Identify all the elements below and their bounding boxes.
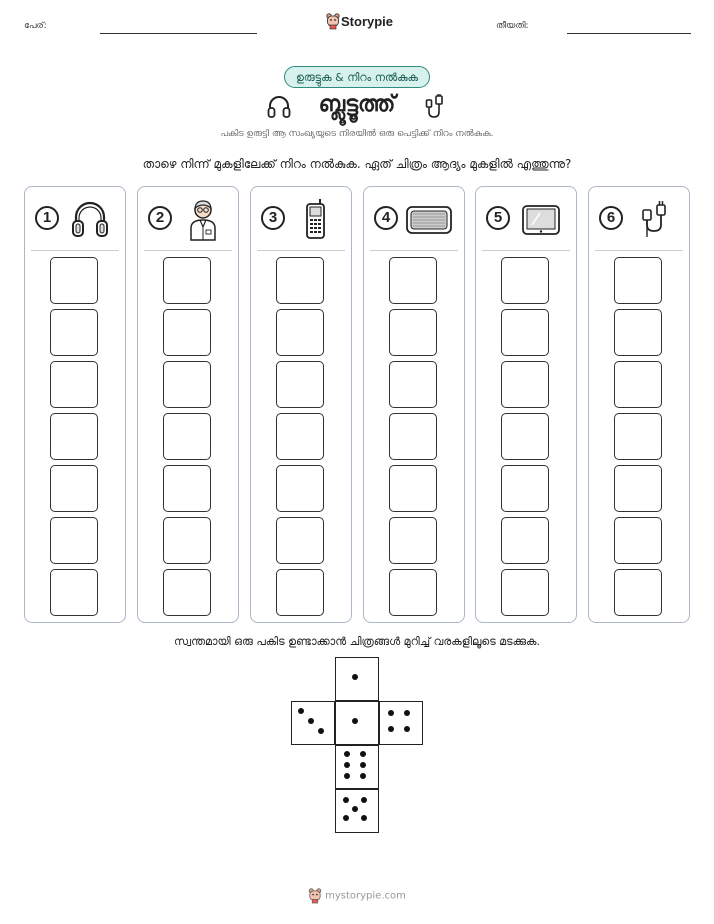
color-box[interactable]	[389, 309, 437, 356]
column-number: 5	[486, 206, 510, 230]
mobile-phone-icon	[295, 197, 337, 241]
color-box[interactable]	[501, 257, 549, 304]
column-1	[24, 186, 126, 623]
color-box[interactable]	[163, 517, 211, 564]
color-box[interactable]	[50, 465, 98, 512]
brand-name: Storypie	[341, 14, 394, 29]
color-box[interactable]	[614, 361, 662, 408]
color-box[interactable]	[163, 309, 211, 356]
column-number: 6	[599, 206, 623, 230]
storypie-mascot-icon	[326, 13, 340, 30]
color-box[interactable]	[50, 569, 98, 616]
color-box[interactable]	[276, 309, 324, 356]
color-box[interactable]	[501, 465, 549, 512]
footer-url[interactable]: mystorypie.com	[325, 890, 406, 902]
color-box[interactable]	[276, 361, 324, 408]
color-box[interactable]	[389, 569, 437, 616]
storypie-mascot-icon	[308, 888, 322, 904]
dice-face-1	[335, 657, 379, 701]
dice-instruction: സ്വന്തമായി ഒരു പകിട ഉണ്ടാക്കാൻ ചിത്രങ്ങൾ മുറിച്ച് വരകളിലൂടെ മടക്കുക.	[174, 635, 540, 648]
color-box[interactable]	[389, 361, 437, 408]
color-box[interactable]	[50, 257, 98, 304]
color-box[interactable]	[614, 517, 662, 564]
color-box[interactable]	[389, 413, 437, 460]
column-4	[363, 186, 465, 623]
dice-face-5	[335, 789, 379, 833]
column-number: 4	[374, 206, 398, 230]
color-box[interactable]	[501, 309, 549, 356]
activity-tag: ഉരുട്ടുക & നിറം നൽകുക	[284, 66, 430, 88]
column-number: 2	[148, 206, 172, 230]
column-number: 1	[35, 206, 59, 230]
page-subtitle: പകിട ഉരുട്ടി ആ സംഖ്യയുടെ നിരയിൽ ഒരു പെട്ടിക്ക് നിറം നൽകുക.	[220, 129, 494, 139]
color-box[interactable]	[50, 413, 98, 460]
color-box[interactable]	[163, 413, 211, 460]
color-box[interactable]	[50, 517, 98, 564]
color-box[interactable]	[276, 257, 324, 304]
column-number: 3	[261, 206, 285, 230]
column-6	[588, 186, 690, 623]
color-box[interactable]	[501, 569, 549, 616]
brand-logo	[326, 13, 394, 31]
color-box[interactable]	[163, 569, 211, 616]
column-2	[137, 186, 239, 623]
color-box[interactable]	[614, 309, 662, 356]
headphones-icon	[69, 197, 111, 241]
color-box[interactable]	[501, 517, 549, 564]
speaker-icon	[404, 197, 454, 241]
color-box[interactable]	[276, 517, 324, 564]
color-box[interactable]	[389, 257, 437, 304]
color-box[interactable]	[501, 413, 549, 460]
color-box[interactable]	[50, 361, 98, 408]
color-box[interactable]	[614, 465, 662, 512]
color-box[interactable]	[501, 361, 549, 408]
color-box[interactable]	[614, 413, 662, 460]
color-box[interactable]	[50, 309, 98, 356]
cable-plug-icon	[633, 197, 675, 241]
color-box[interactable]	[276, 413, 324, 460]
color-box[interactable]	[389, 465, 437, 512]
color-box[interactable]	[276, 465, 324, 512]
coloring-instruction: താഴെ നിന്ന് മുകളിലേക്ക് നിറം നൽകുക. ഏത് ചിത്രം ആദ്യം മുകളിൽ എത്തുന്നു?	[142, 157, 572, 171]
page-title: ബ്ലൂട്ടൂത്ത്	[318, 92, 396, 117]
person-icon	[182, 197, 224, 241]
color-box[interactable]	[614, 569, 662, 616]
color-box[interactable]	[163, 257, 211, 304]
date-input-line[interactable]	[567, 33, 691, 34]
color-box[interactable]	[163, 361, 211, 408]
color-box[interactable]	[163, 465, 211, 512]
dice-face-3	[291, 701, 335, 745]
column-3	[250, 186, 352, 623]
column-5	[475, 186, 577, 623]
name-label: പേര്:	[24, 21, 47, 31]
dice-face-1-center	[335, 701, 379, 745]
footer	[0, 888, 714, 904]
tablet-icon	[520, 197, 562, 241]
color-box[interactable]	[276, 569, 324, 616]
dice-face-4	[379, 701, 423, 745]
name-input-line[interactable]	[100, 33, 257, 34]
color-box[interactable]	[614, 257, 662, 304]
cable-plug-icon	[424, 94, 446, 120]
date-label: തീയതി:	[496, 21, 529, 31]
color-box[interactable]	[389, 517, 437, 564]
dice-face-6	[335, 745, 379, 789]
